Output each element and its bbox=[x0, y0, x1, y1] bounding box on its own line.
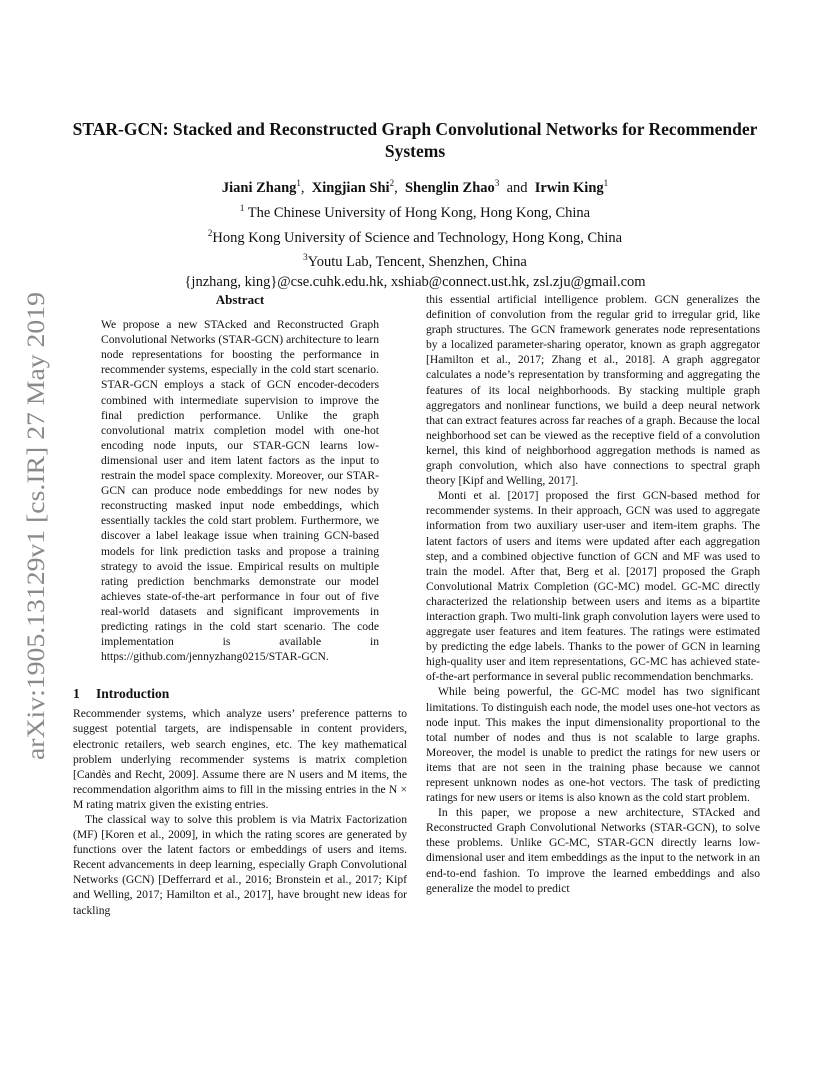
author-sup: 2 bbox=[389, 178, 395, 188]
affiliation-sup: 2 bbox=[207, 227, 213, 238]
affiliation-text: The Chinese University of Hong Kong, Hong Kong, China bbox=[244, 204, 591, 221]
author-sup: 3 bbox=[494, 178, 500, 188]
section-heading bbox=[73, 686, 407, 701]
affiliation-text: Youtu Lab, Tencent, Shenzhen, China bbox=[307, 254, 527, 271]
title-block bbox=[70, 118, 760, 292]
section-number: 1 bbox=[73, 686, 80, 702]
author-name: Xingjian Shi bbox=[311, 179, 390, 196]
affiliation-sup: 1 bbox=[239, 202, 245, 213]
intro-paragraph: Recommender systems, which analyze users’ preference patterns to suggest potential targets, are indispensable in content providers, electronic retailers, web search engines, etc. The key mathematical problem underlying recommender systems is matrix completion [Candès and Recht, 2009]. Assume there are N users and M items, the recommendation algorithm aims to fill in the missing entries in the N × M rating matrix given the existing entries. bbox=[73, 707, 407, 811]
affiliation-line bbox=[70, 224, 760, 248]
left-column bbox=[73, 292, 407, 918]
author-name: Shenglin Zhao bbox=[404, 179, 495, 196]
author-separator: , bbox=[300, 179, 305, 196]
author-sup: 1 bbox=[603, 178, 609, 188]
affiliation-line bbox=[70, 248, 760, 272]
paper-title: STAR-GCN: Stacked and Reconstructed Graph Convolutional Networks for Recommender Systems bbox=[72, 119, 758, 161]
author-line bbox=[70, 174, 760, 198]
affiliation-sup: 3 bbox=[303, 252, 308, 263]
affiliation-text: Hong Kong University of Science and Technology, Hong Kong, China bbox=[212, 229, 623, 246]
author-separator: , bbox=[394, 179, 398, 196]
arxiv-stamp-text: arXiv:1905.13129v1 [cs.IR] 27 May 2019 bbox=[21, 329, 50, 760]
intro-paragraph: The classical way to solve this problem is via Matrix Factorization (MF) [Koren et al., 2009], in which the rating scores are generated by functions over the latent factors or embeddings of users and items. Recent advancements in deep learning, especially Graph Convolutional Networks (GCN) [Defferrard et al., 2016; Bronstein et al., 2017; Kipf and Welling, 2017; Hamilton et al., 2017], have brought new ideas for tackling bbox=[73, 813, 407, 917]
author-sup: 1 bbox=[296, 178, 301, 188]
abstract-text: We propose a new STAcked and Reconstructed Graph Convolutional Networks (STAR-GCN) architecture to learn node representations for boosting the performance in recommender systems, especially in the cold start scenario. STAR-GCN employs a stack of GCN encoder-decoders combined with intermediate supervision to improve the final prediction performance. Unlike the graph convolutional matrix completion model with one-hot encoding node inputs, our STAR-GCN learns low-dimensional user and item latent factors as the input to restrain the model space complexity. Moreover, our STAR-GCN can produce node embeddings for new nodes by reconstructing masked input node embeddings, which essentially tackles the cold start problem. Furthermore, we discover a label leakage issue when training GCN-based models for link prediction tasks and propose a training strategy to avoid the issue. Empirical results on multiple rating prediction benchmarks demonstrate our model achieves state-of-the-art performance in four out of five real-world datasets and significant improvements in predicting ratings in the cold start scenario. The code implementation is available in https://github.com/jennyzhang0215/STAR-GCN. bbox=[101, 318, 379, 664]
affiliation-line bbox=[70, 199, 760, 223]
intro-paragraph: While being powerful, the GC-MC model has two significant limitations. To distinguish each node, the model uses one-hot vectors as node input. This makes the input dimensionality proportional to the total number of nodes and thus is not scalable to large graphs. Moreover, the model is unable to predict the ratings for new users or items that are not seen in the training phase because we cannot represent unknown nodes as one-hot vectors. The task of predicting ratings for new users or items is also known as the cold start problem. bbox=[426, 685, 760, 805]
abstract-heading: Abstract bbox=[215, 292, 265, 307]
section-title: Introduction bbox=[96, 686, 170, 702]
intro-paragraph: Monti et al. [2017] proposed the first GCN-based method for recommender systems. In their approach, GCN was used to aggregate information from two auxiliary user-user and item-item graphs. The latent factors of users and items were updated after each aggregation step, and a combined objective function of GCN and MF was used to train the model. After that, Berg et al. [2017] proposed the Graph Convolutional Matrix Completion (GC-MC) model. GC-MC directly characterized the relationship between users and items as a bipartite interaction graph. Two multi-link graph convolution layers were used to aggregate user features and item features. The ratings were estimated by predicting the edge labels. Thanks to the power of GCN in learning high-quality user and item representations, GC-MC has achieved state-of-the-art performance in several public recommendation benchmarks. bbox=[426, 489, 760, 684]
author-name: Jiani Zhang bbox=[221, 179, 297, 196]
intro-paragraph: this essential artificial intelligence problem. GCN generalizes the definition of convolution from the regular grid to irregular grid, like graph structures. The GCN framework generates node representations by a localized parameter-sharing operator, known as graph aggregator [Hamilton et al., 2017; Zhang et al., 2018]. A graph aggregator calculates a node’s representation by transforming and aggregating the features of its local neighborhoods. By stacking multiple graph aggregators and nonlinear functions, we build a deep neural network that can extract features across far reaches of a graph. Because the local neighborhood set can be viewed as the receptive field of a convolution kernel, this kind of neighborhood aggregation methods is named as graph convolution, which also have connections to spectral graph theory [Kipf and Welling, 2017]. bbox=[426, 293, 760, 488]
arxiv-stamp bbox=[8, 290, 54, 760]
intro-paragraph: In this paper, we propose a new architecture, STAcked and Reconstructed Graph Convolutional Networks (STAR-GCN), to solve these problems. Unlike GC-MC, STAR-GCN directly learns low-dimensional user and item embeddings as the input to the network in an end-to-end fashion. To improve the learned embeddings and also generalize the model to predict bbox=[426, 806, 760, 895]
email-line: {jnzhang, king}@cse.cuhk.edu.hk, xshiab@connect.ust.hk, zsl.zju@gmail.com bbox=[184, 274, 646, 291]
right-column bbox=[426, 292, 760, 896]
author-and: and bbox=[506, 179, 528, 196]
author-name: Irwin King bbox=[534, 179, 604, 196]
